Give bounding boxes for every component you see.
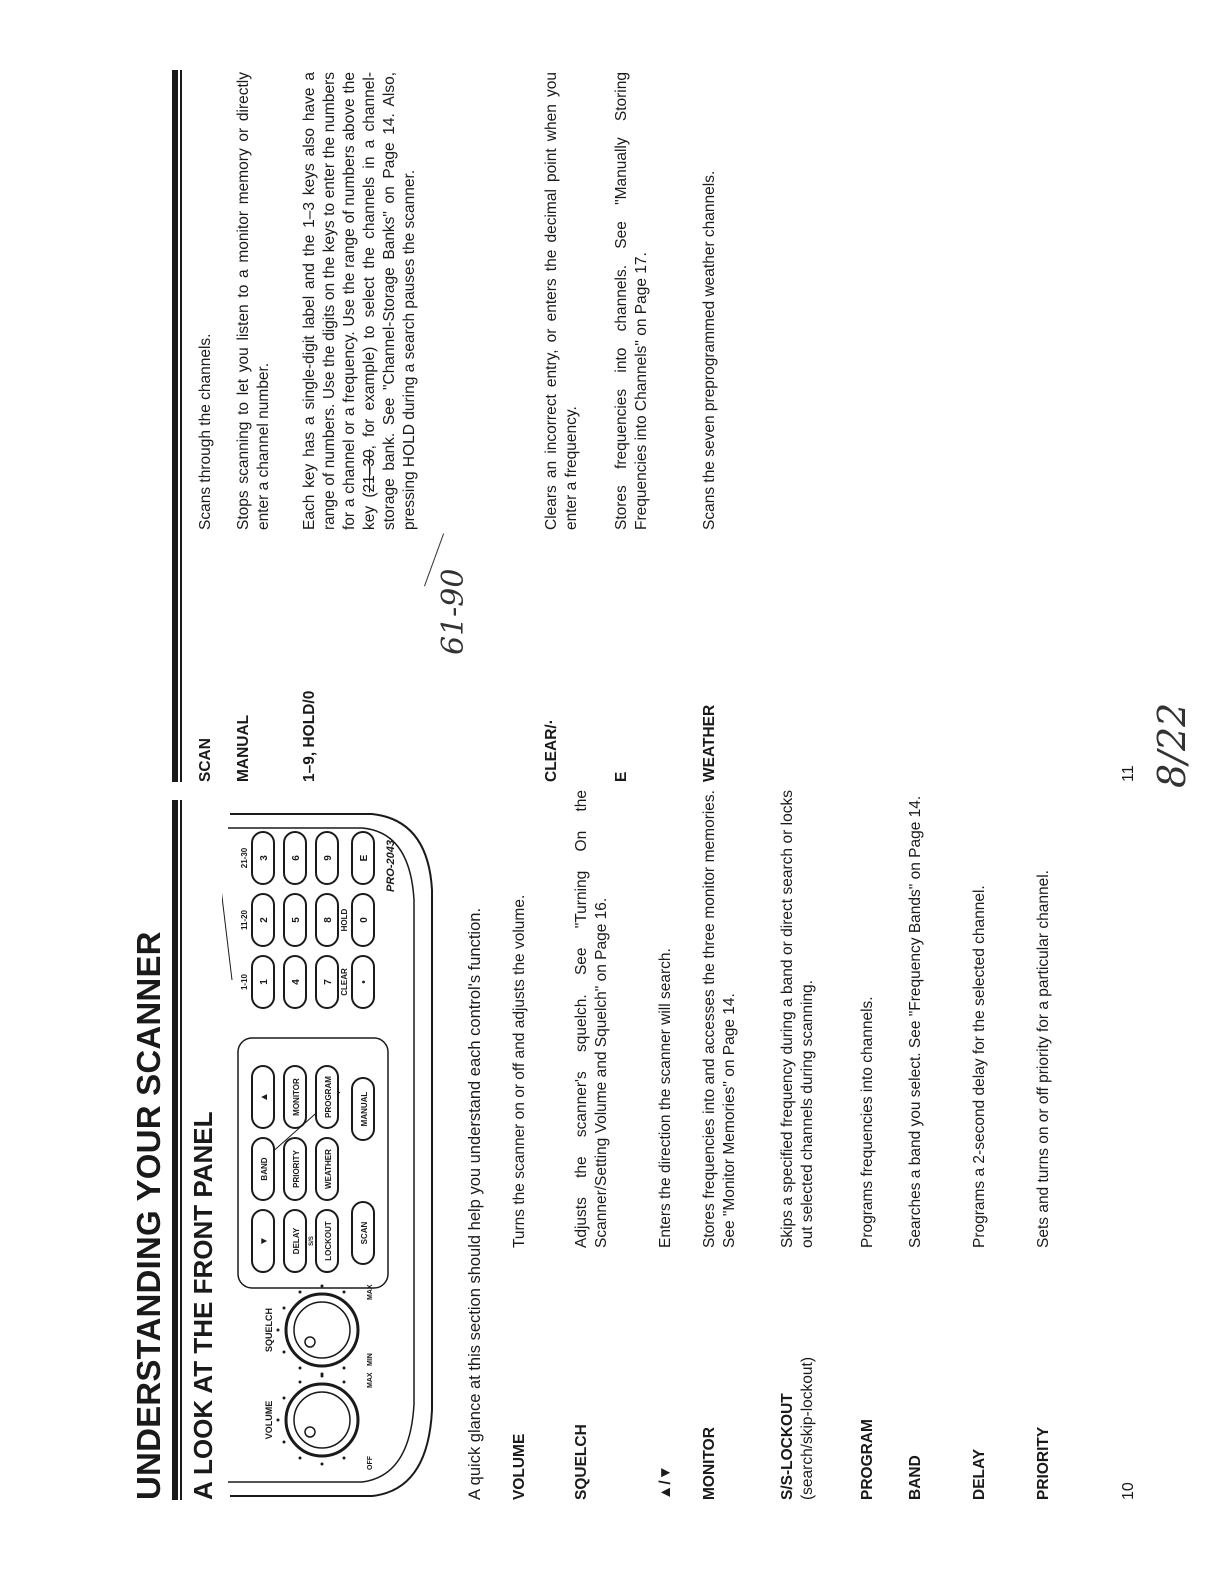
- left-page: UNDERSTANDING YOUR SCANNER A LOOK AT THE FRONT PANEL VOLUME SQUELCH OFF MAX MIN MAX ▼ BAND ▲ DELAY PRIORITY MONITOR S/S LOCKOUT WEATHER PROGRAM SCAN MANUAL 1 2 3 4 5 6 7 8 9 • 0 E 1-10 11-20 21-30 CLEAR HOLD PRO-2043 A quick glance at this section should help you understand each control's function. VOLUME Turns the scanner on or off and adjusts the volume. SQUELCH Adjusts the scanner's squelch. See "Turning On the Scanner/Setting Volume and Squelch" on Page 16. ▲/▼ Enters the direction the scanner will search. MONITOR Stores frequencies into and accesses the three monitor memories. See "Monitor Memories" on Page 14. S/S-LOCKOUT (search/skip-lockout) Skips a specified frequency during a band or direct search or locks out selected channels during scanning. PROGRAM Programs frequencies into channels. BAND Searches a band you select. See "Frequency Bands" on Page 14. DELAY Programs a 2-second delay for the selected channel. PRIORITY Sets and turns on or off priority for a particular channel. 10: [130, 790, 1137, 1500]
- intro-text: A quick glance at this section should help you understand each control's function.: [466, 907, 484, 1500]
- title-rule-thin: [180, 800, 182, 1500]
- volume-max-label: MAX: [367, 1372, 374, 1388]
- handwritten-annotation: 61-90: [436, 568, 471, 655]
- svg-text:BAND: BAND: [260, 1157, 269, 1181]
- key-8: 8: [323, 917, 334, 923]
- min-label: MIN: [367, 1353, 374, 1366]
- key-3: 3: [259, 855, 270, 861]
- squelch-max-label: MAX: [367, 1284, 374, 1300]
- section-title: UNDERSTANDING YOUR SCANNER: [130, 931, 167, 1500]
- svg-text:MONITOR: MONITOR: [292, 1078, 301, 1116]
- clear-label: CLEAR: [340, 968, 349, 996]
- page-number-left: 10: [1120, 1482, 1137, 1500]
- struck-range: 21–30: [361, 449, 378, 493]
- key-e: E: [359, 854, 370, 862]
- key-4: 4: [291, 979, 302, 985]
- svg-text:LOCKOUT: LOCKOUT: [324, 1221, 333, 1261]
- model-label: PRO-2043: [385, 840, 397, 892]
- svg-text:WEATHER: WEATHER: [324, 1149, 333, 1189]
- svg-text:PROGRAM: PROGRAM: [324, 1076, 333, 1118]
- volume-knob: [277, 1375, 359, 1466]
- bank-label-2: 11-20: [240, 909, 249, 931]
- bank-label-3: 21-30: [240, 847, 249, 869]
- svg-text:MANUAL: MANUAL: [360, 1091, 369, 1127]
- key-7: 7: [323, 979, 334, 985]
- callout-line-2: [222, 880, 232, 980]
- volume-knob-label: VOLUME: [264, 1400, 274, 1440]
- svg-text:▼: ▼: [259, 1236, 270, 1246]
- handwritten-corner-note: 8/22: [1150, 702, 1194, 788]
- squelch-knob-label: SQUELCH: [264, 1307, 274, 1353]
- key-5: 5: [291, 917, 302, 923]
- key-1: 1: [259, 979, 270, 985]
- key-6: 6: [291, 855, 302, 861]
- right-title-rule: [172, 70, 178, 782]
- key-9: 9: [323, 855, 334, 861]
- subsection-title: A LOOK AT THE FRONT PANEL: [188, 1111, 218, 1500]
- key-2: 2: [259, 917, 270, 923]
- svg-text:PRIORITY: PRIORITY: [292, 1150, 301, 1188]
- svg-text:DELAY: DELAY: [292, 1227, 301, 1255]
- key-0: 0: [359, 917, 370, 923]
- right-title-rule-thin: [180, 70, 182, 782]
- page-number-right: 11: [1120, 765, 1137, 782]
- bank-label-1: 1-10: [240, 973, 249, 991]
- svg-text:S/S: S/S: [309, 1236, 315, 1246]
- svg-text:▲: ▲: [259, 1092, 270, 1102]
- off-label: OFF: [367, 1456, 374, 1470]
- squelch-knob: [277, 1285, 359, 1376]
- svg-text:SCAN: SCAN: [360, 1221, 369, 1245]
- key-dot: •: [359, 980, 370, 984]
- title-rule: [172, 800, 178, 1500]
- right-page: SCAN Scans through the channels. MANUAL Stops scanning to let you listen to a monitor memory or directly enter a channel number. 1–9, HOLD/0 Each key has a single-digit label and the 1–3 keys also have a range of numbers. Use the digits on the keys to enter the numbers for a channel or a frequency. Use the range of numbers above the key (21–30, for example) to select the channels in a channel-storage bank. See "Channel-Storage Banks" on Page 14. Also, pressing HOLD during a search pauses the scanner. CLEAR/· Clears an incorrect entry, or enters the decimal point when you enter a frequency. E Stores frequencies into channels. See "Manually Storing Frequencies into Channels" on Page 17. WEATHER Scans the seven preprogrammed weather channels. 61-90 11 8/22: [0, 0, 1224, 790]
- front-panel-illustration: [222, 810, 440, 1500]
- hold-label: HOLD: [340, 908, 349, 932]
